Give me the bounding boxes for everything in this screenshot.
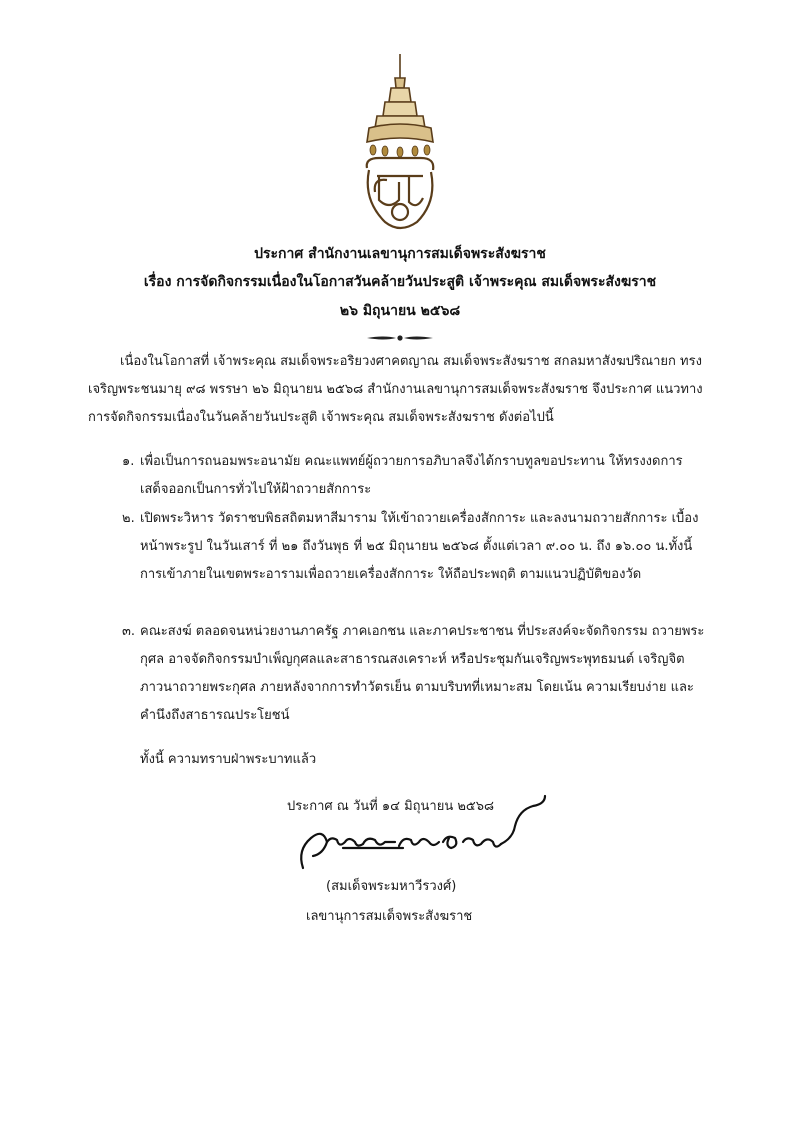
signer-position: เลขานุการสมเด็จพระสังฆราช [306, 909, 473, 924]
item-number: ๒. [122, 511, 135, 526]
announced-date: ประกาศ ณ วันที่ ๑๔ มิถุนายน ๒๕๖๘ [287, 799, 495, 814]
announcement-date-heading: ๒๖ มิถุนายน ๒๕๖๘ [339, 303, 461, 319]
list-item [122, 448, 710, 504]
signature-icon [283, 790, 553, 880]
closing-statement: ทั้งนี้ ความทราบฝ่าพระบาทแล้ว [140, 752, 317, 767]
signer-name: (สมเด็จพระมหาวีรวงศ์) [326, 879, 457, 894]
item-text: เพื่อเป็นการถนอมพระอนามัย คณะแพทย์ผู้ถวายการอภิบาลจึงได้กราบทูลขอประทาน ให้ทรงงดการเสด็จออกเป็นการทั่วไปให้ฝ้าถวายสักการะ [140, 454, 683, 497]
ornament-divider-icon [365, 333, 435, 343]
item-number: ๓. [122, 624, 136, 639]
item-text: คณะสงฆ์ ตลอดจนหน่วยงานภาครัฐ ภาคเอกชน และภาคประชาชน ที่ประสงค์จะจัดกิจกรรม ถวายพระกุศล อาจจัดกิจกรรมบำเพ็ญกุศลและสาธารณสงเคราะห์ หรือประชุมกันเจริญพระพุทธมนต์ เจริญจิตภาวนาถวายพระกุศล ภายหลังจากการทำวัตรเย็น ตามบริบทที่เหมาะสม โดยเน้น ความเรียบง่าย และคำนึงถึงสาธารณประโยชน์ [140, 624, 705, 723]
item-number: ๑. [122, 454, 135, 469]
list-item [122, 505, 710, 589]
item-text: เปิดพระวิหาร วัดราชบพิธสถิตมหาสีมาราม ให้เข้าถวายเครื่องสักการะ และลงนามถวายสักการะ เบื้องหน้าพระรูป ในวันเสาร์ ที่ ๒๑ ถึงวันพุธ ที่ ๒๕ มิถุนายน ๒๕๖๘ ตั้งแต่เวลา ๙.๐๐ น. ถึง ๑๖.๐๐ น.ทั้งนี้ การเข้าภายในเขตพระอารามเพื่อถวายเครื่องสักการะ ให้ถือประพฤติ ตามแนวปฏิบัติของวัด [140, 511, 699, 582]
announcement-subject: เรื่อง การจัดกิจกรรมเนื่องในโอกาสวันคล้ายวันประสูติ เจ้าพระคุณ สมเด็จพระสังฆราช [143, 274, 657, 290]
announcement-title: ประกาศ สำนักงานเลขานุการสมเด็จพระสังฆราช [254, 246, 546, 262]
intro-paragraph: เนื่องในโอกาสที่ เจ้าพระคุณ สมเด็จพระอริยวงศาคตญาณ สมเด็จพระสังฆราช สกลมหาสังฆปริณายก ทรงเจริญพระชนมายุ ๙๘ พรรษา ๒๖ มิถุนายน ๒๕๖๘ สำนักงานเลขานุการสมเด็จพระสังฆราช จึงประกาศ แนวทางการจัดกิจกรรมเนื่องในวันคล้ายวันประสูติ เจ้าพระคุณ สมเด็จพระสังฆราช ดังต่อไปนี้ [88, 354, 703, 425]
list-item [122, 618, 710, 730]
office-emblem-icon [355, 50, 445, 240]
